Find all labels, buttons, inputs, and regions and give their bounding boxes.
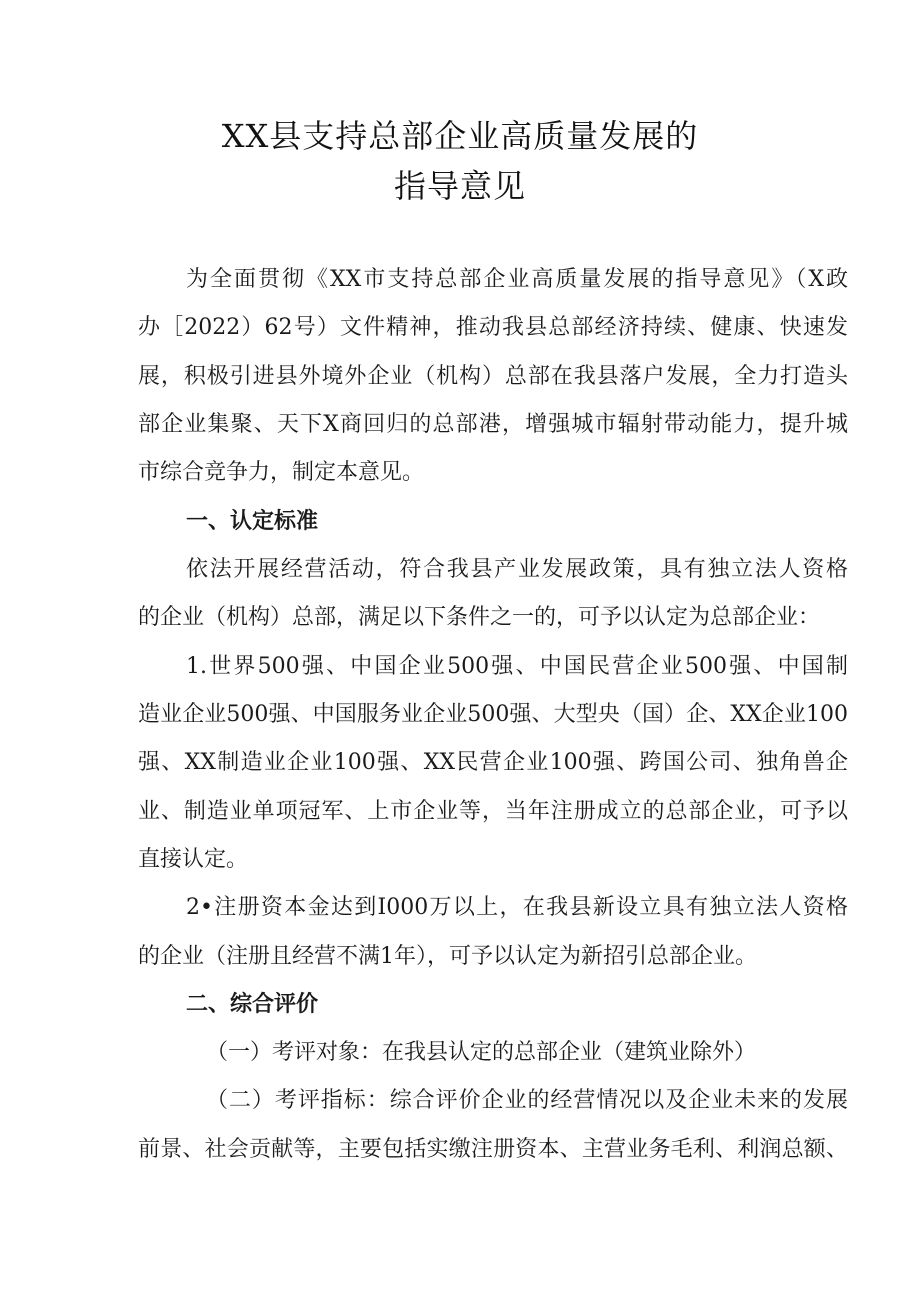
section-heading-criteria: 一、认定标准 — [186, 509, 319, 534]
evaluation-sub-2-line: 前景、社会贡献等，主要包括实缴注册资本、主营业务毛利、利润总额、 — [138, 1137, 848, 1162]
criteria-item-1-line: 业、制造业单项冠军、上市企业等，当年注册成立的总部企业，可予以 — [138, 799, 848, 824]
criteria-item-1-line: 1.世界500强、中国企业500强、中国民营企业500强、中国制 — [186, 654, 848, 679]
criteria-item-1-line: 造业企业500强、中国服务业企业500强、大型央（国）企、XX企业100 — [138, 702, 848, 727]
criteria-item-2-line: 2•注册资本金达到I000万以上，在我县新设立具有独立法人资格 — [186, 895, 848, 920]
criteria-para-line: 依法开展经营活动，符合我县产业发展政策，具有独立法人资格 — [186, 557, 848, 582]
intro-line: 办［2022）62号）文件精神，推动我县总部经济持续、健康、快速发 — [138, 315, 848, 340]
evaluation-sub-1: （一）考评对象：在我县认定的总部企业（建筑业除外） — [206, 1040, 757, 1065]
criteria-item-1-line: 直接认定。 — [138, 847, 249, 872]
intro-line: 市综合竞争力，制定本意见。 — [138, 460, 425, 485]
intro-line: 展，积极引进县外境外企业（机构）总部在我县落户发展，全力打造头 — [138, 364, 848, 389]
intro-line: 为全面贯彻《XX市支持总部企业高质量发展的指导意见》（X政 — [186, 267, 848, 292]
document-title-line-2: 指导意见 — [393, 167, 526, 205]
criteria-para-line: 的企业（机构）总部，满足以下条件之一的，可予以认定为总部企业： — [138, 605, 821, 630]
evaluation-sub-2-line: （二）考评指标：综合评价企业的经营情况以及企业未来的发展 — [206, 1088, 848, 1113]
criteria-item-2-line: 的企业（注册且经营不满1年），可予以认定为新招引总部企业。 — [138, 944, 757, 969]
document-title-line-1: XX县支持总部企业高质量发展的 — [221, 117, 699, 155]
criteria-item-1-line: 强、XX制造业企业100强、XX民营企业100强、跨国公司、独角兽企 — [138, 750, 848, 775]
intro-line: 部企业集聚、天下X商回归的总部港，增强城市辐射带动能力，提升城 — [138, 412, 848, 437]
section-heading-evaluation: 二、综合评价 — [186, 992, 319, 1017]
